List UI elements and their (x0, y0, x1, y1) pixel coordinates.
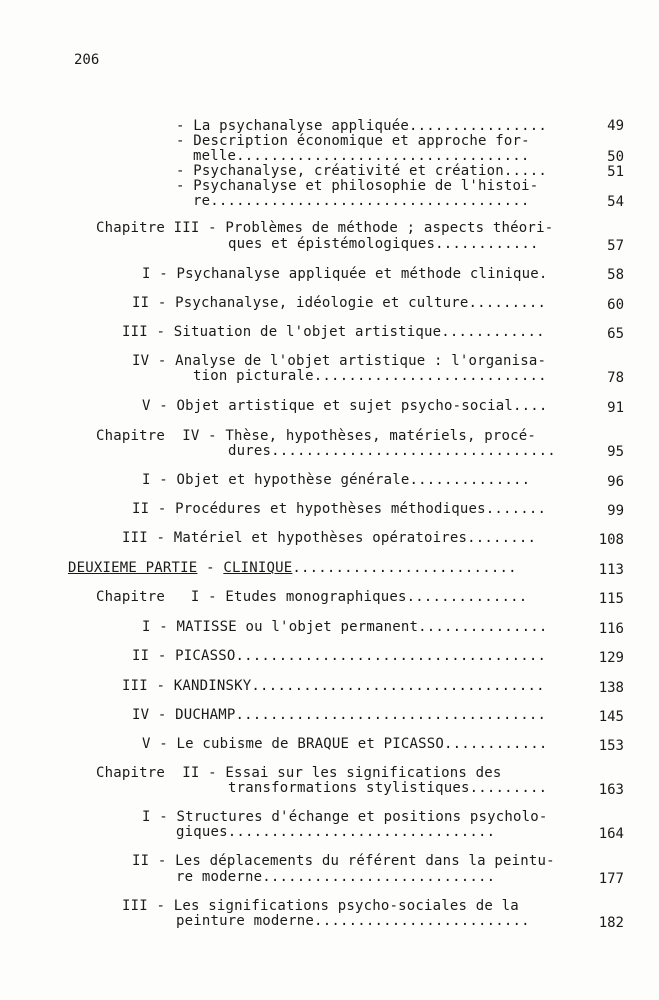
page-number: 206 (74, 52, 100, 68)
toc-entry-text: II - PICASSO.................................... (132, 648, 547, 664)
toc-entry-page: 95 (607, 444, 624, 460)
toc-entry-page: 163 (598, 782, 624, 798)
toc-entry-page: 164 (598, 826, 624, 842)
part-title: DEUXIEME PARTIE (68, 560, 198, 576)
toc-entry-text: IV - DUCHAMP.................................... (132, 707, 547, 723)
toc-entry-page: 145 (598, 709, 624, 725)
toc-entry-text: II - Les déplacements du référent dans la peintu- (132, 853, 555, 869)
toc-entry-text: III - Matériel et hypothèses opératoires........ (122, 530, 537, 546)
toc-entry-page: 51 (607, 164, 624, 180)
toc-entry-text: III - KANDINSKY.................................. (122, 678, 545, 694)
toc-entry-page: 182 (598, 915, 624, 931)
toc-entry-text: V - Objet artistique et sujet psycho-social.... (142, 398, 548, 414)
toc-entry-page: 58 (607, 267, 624, 283)
toc-entry-page: 153 (598, 738, 624, 754)
toc-entry-page: 54 (607, 194, 624, 210)
toc-entry-text: I - Structures d'échange et positions psycholo- (142, 809, 548, 825)
toc-entry-text: - Psychanalyse, créativité et création..... (176, 163, 548, 179)
toc-chapter-heading: Chapitre I - Etudes monographiques.............. (96, 589, 528, 605)
toc-entry-text: giques............................... (176, 824, 496, 840)
toc-entry-page: 49 (607, 118, 624, 134)
toc-chapter-heading: Chapitre IV - Thèse, hypothèses, matériels, procé- (96, 428, 537, 444)
toc-entry-text: melle.................................. (193, 148, 530, 164)
toc-entry-page: 65 (607, 326, 624, 342)
toc-entry-page: 113 (598, 562, 624, 578)
toc-entry-text: peinture moderne......................... (176, 913, 530, 929)
toc-entry-page: 138 (598, 680, 624, 696)
toc-entry-text: V - Le cubisme de BRAQUE et PICASSO............ (142, 736, 548, 752)
toc-entry-text: - Description économique et approche for- (176, 133, 530, 149)
toc-entry-page: 50 (607, 149, 624, 165)
toc-entry-page: 116 (598, 621, 624, 637)
toc-entry-text: transformations stylistiques......... (228, 780, 548, 796)
toc-chapter-heading: Chapitre II - Essai sur les significations des (96, 765, 502, 781)
toc-entry-text: III - Situation de l'objet artistique............ (122, 324, 545, 340)
part-subtitle: CLINIQUE (223, 560, 293, 576)
toc-entry-page: 108 (598, 532, 624, 548)
toc-entry-page: 115 (598, 591, 624, 607)
toc-entry-page: 177 (598, 871, 624, 887)
toc-entry-text: re..................................... (193, 193, 530, 209)
toc-entry-text: II - Psychanalyse, idéologie et culture......... (132, 295, 547, 311)
toc-entry-text: tion picturale........................... (193, 368, 547, 384)
toc-chapter-heading: Chapitre III - Problèmes de méthode ; aspects théori- (96, 220, 554, 236)
toc-entry-text: dures................................. (228, 443, 556, 459)
toc-entry-text: - Psychanalyse et philosophie de l'histoi- (176, 178, 539, 194)
toc-entry-page: 96 (607, 474, 624, 490)
part-separator: - (197, 560, 224, 576)
toc-entry-text: II - Procédures et hypothèses méthodiques....... (132, 501, 547, 517)
part-leader-dots: .......................... (292, 560, 517, 576)
toc-entry-text: - La psychanalyse appliquée................ (176, 118, 548, 134)
toc-entry-page: 57 (607, 238, 624, 254)
toc-entry-page: 99 (607, 503, 624, 519)
toc-entry-text: ques et épistémologiques............ (228, 236, 539, 252)
toc-entry-page: 129 (598, 650, 624, 666)
toc-entry-page: 91 (607, 400, 624, 416)
toc-entry-text: III - Les significations psycho-sociales de la (122, 898, 519, 914)
toc-entry-text: I - Objet et hypothèse générale.............. (142, 472, 531, 488)
toc-entry-text: I - MATISSE ou l'objet permanent............... (142, 619, 548, 635)
toc-part-heading (68, 560, 517, 576)
toc-entry-text: I - Psychanalyse appliquée et méthode clinique. (142, 266, 548, 282)
toc-entry-page: 78 (607, 370, 624, 386)
toc-entry-page: 60 (607, 297, 624, 313)
toc-entry-text: IV - Analyse de l'objet artistique : l'organisa- (132, 353, 547, 369)
toc-entry-text: re moderne........................... (176, 869, 496, 885)
